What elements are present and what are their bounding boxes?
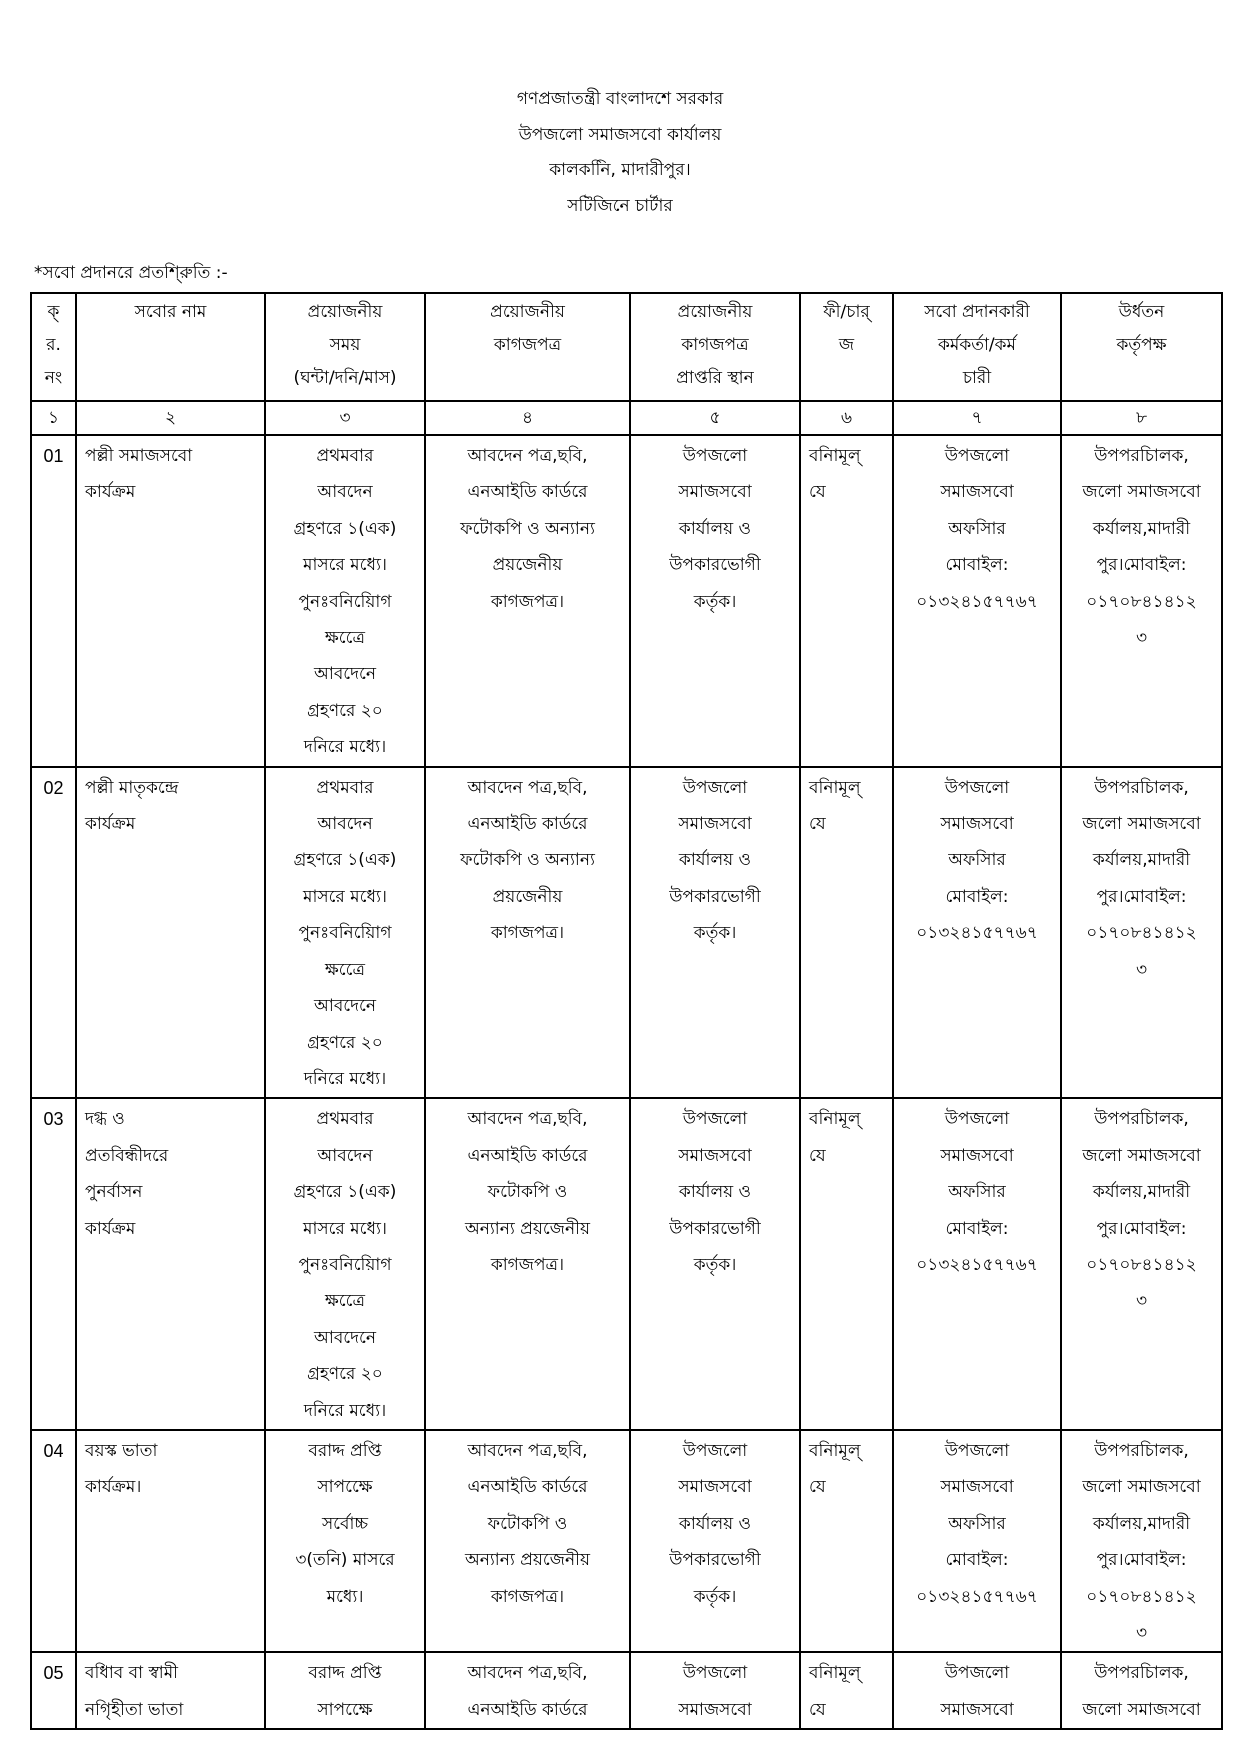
responsible-officer-cell: উপজলো সমাজসবো অফসিার মোবাইল: ০১৩২৪১৫৭৭৬৭ <box>893 1098 1061 1430</box>
required-time-cell: বরাদ্দ প্রপ্তি সাপক্ষেে <box>265 1652 425 1729</box>
fee-cell: বনিামূল্ যে <box>800 1098 893 1430</box>
table-row <box>31 435 1222 767</box>
column-number: ৬ <box>800 401 893 435</box>
column-header: সবো প্রদানকারী কর্মকর্তা/কর্ম চারী <box>893 293 1061 401</box>
required-time-cell: প্রথমবার আবদেন গ্রহণরে ১(এক) মাসরে মধ্যে। পুনঃবনিয়িোগ ক্ষত্রেে আবদেনে গ্রহণরে ২০ দনিরে মধ্যে। <box>265 1098 425 1430</box>
document-source-cell: উপজলো সমাজসবো কার্যালয় ও উপকারভোগী কর্তৃক। <box>630 767 800 1099</box>
govt-title: গণপ্রজাতন্ত্রী বাংলাদশে সরকার <box>516 89 724 109</box>
responsible-officer-cell: উপজলো সমাজসবো অফসিার মোবাইল: ০১৩২৪১৫৭৭৬৭ <box>893 1430 1061 1652</box>
required-time-cell: প্রথমবার আবদেন গ্রহণরে ১(এক) মাসরে মধ্যে। পুনঃবনিয়িোগ ক্ষত্রেে আবদেনে গ্রহণরে ২০ দনিরে মধ্যে। <box>265 767 425 1099</box>
office-location: কালকনিি, মাদারীপুর। <box>549 160 691 180</box>
fee-cell: বনিামূল্ যে <box>800 1652 893 1729</box>
responsible-officer-cell: উপজলো সমাজসবো অফসিার মোবাইল: ০১৩২৪১৫৭৭৬৭ <box>893 767 1061 1099</box>
higher-authority-cell: উপপরচিালক, জলো সমাজসবো কর্যালয়,মাদারী পুর।মোবাইল: ০১৭০৮৪১৪১২ ৩ <box>1061 1430 1222 1652</box>
serial-number-cell: 04 <box>31 1430 76 1652</box>
document-title: সটিজিনে চার্টার <box>567 195 673 216</box>
table-row <box>31 1652 1222 1729</box>
higher-authority-cell: উপপরচিালক, জলো সমাজসবো কর্যালয়,মাদারী পুর।মোবাইল: ০১৭০৮৪১৪১২ ৩ <box>1061 1098 1222 1430</box>
document-source-cell: উপজলো সমাজসবো কার্যালয় ও উপকারভোগী কর্তৃক। <box>630 1430 800 1652</box>
fee-cell: বনিামূল্ যে <box>800 435 893 767</box>
service-name-cell: বয়স্ক ভাতা কার্যক্রম। <box>76 1430 265 1652</box>
fee-cell: বনিামূল্ যে <box>800 1430 893 1652</box>
document-source-cell: উপজলো সমাজসবো কার্যালয় ও উপকারভোগী কর্তৃক। <box>630 1098 800 1430</box>
higher-authority-cell: উপপরচিালক, জলো সমাজসবো কর্যালয়,মাদারী পুর।মোবাইল: ০১৭০৮৪১৪১২ ৩ <box>1061 767 1222 1099</box>
column-number: ৫ <box>630 401 800 435</box>
column-header: প্রয়োজনীয় সময় (ঘন্টা/দনি/মাস) <box>265 293 425 401</box>
document-source-cell: উপজলো সমাজসবো <box>630 1652 800 1729</box>
column-number: ৪ <box>425 401 630 435</box>
column-header: প্রয়োজনীয় কাগজপত্র প্রাপ্তরি স্থান <box>630 293 800 401</box>
citizen-charter-table <box>30 292 1223 1730</box>
serial-number-cell: 03 <box>31 1098 76 1430</box>
service-name-cell: পল্লী মাতৃকন্দ্রে কার্যক্রম <box>76 767 265 1099</box>
responsible-officer-cell: উপজলো সমাজসবো <box>893 1652 1061 1729</box>
office-title: উপজলো সমাজসবো কার্যালয় <box>518 124 722 145</box>
column-header: ক্ র. নং <box>31 293 76 401</box>
required-documents-cell: আবদেন পত্র,ছবি, এনআইডি কার্ডরে <box>425 1652 630 1729</box>
table-row <box>31 1098 1222 1430</box>
responsible-officer-cell: উপজলো সমাজসবো অফসিার মোবাইল: ০১৩২৪১৫৭৭৬৭ <box>893 435 1061 767</box>
required-time-cell: বরাদ্দ প্রপ্তি সাপক্ষেে সর্বোচ্চ ৩(তনি) মাসরে মধ্যে। <box>265 1430 425 1652</box>
required-documents-cell: আবদেন পত্র,ছবি, এনআইডি কার্ডরে ফটোকপি ও অন্যান্য প্রয়জেনীয় কাগজপত্র। <box>425 767 630 1099</box>
document-header <box>0 82 1240 224</box>
service-name-cell: বধিাব বা স্বামী নগিৃহীতা ভাতা <box>76 1652 265 1729</box>
column-number: ১ <box>31 401 76 435</box>
required-time-cell: প্রথমবার আবদেন গ্রহণরে ১(এক) মাসরে মধ্যে। পুনঃবনিয়িোগ ক্ষত্রেে আবদেনে গ্রহণরে ২০ দনিরে মধ্যে। <box>265 435 425 767</box>
column-header: সবোর নাম <box>76 293 265 401</box>
serial-number-cell: 05 <box>31 1652 76 1729</box>
fee-cell: বনিামূল্ যে <box>800 767 893 1099</box>
column-number: ৩ <box>265 401 425 435</box>
serial-number-cell: 01 <box>31 435 76 767</box>
table-header-row <box>31 293 1222 401</box>
column-number: ৭ <box>893 401 1061 435</box>
column-number: ২ <box>76 401 265 435</box>
section-subtitle: *সবো প্রদানরে প্রতশি্রুতি :- <box>34 263 228 283</box>
service-name-cell: দগ্ধ ও প্রতবিন্ধীদরে পুনর্বাসন কার্যক্রম <box>76 1098 265 1430</box>
column-header: উর্ধতন কর্তৃপক্ষ <box>1061 293 1222 401</box>
table-row <box>31 1430 1222 1652</box>
column-header: প্রয়োজনীয় কাগজপত্র <box>425 293 630 401</box>
column-number: ৮ <box>1061 401 1222 435</box>
required-documents-cell: আবদেন পত্র,ছবি, এনআইডি কার্ডরে ফটোকপি ও অন্যান্য প্রয়জেনীয় কাগজপত্র। <box>425 1098 630 1430</box>
required-documents-cell: আবদেন পত্র,ছবি, এনআইডি কার্ডরে ফটোকপি ও অন্যান্য প্রয়জেনীয় কাগজপত্র। <box>425 1430 630 1652</box>
table-row <box>31 767 1222 1099</box>
column-header: ফী/চার্ জ <box>800 293 893 401</box>
higher-authority-cell: উপপরচিালক, জলো সমাজসবো কর্যালয়,মাদারী পুর।মোবাইল: ০১৭০৮৪১৪১২ ৩ <box>1061 435 1222 767</box>
column-number-row <box>31 401 1222 435</box>
serial-number-cell: 02 <box>31 767 76 1099</box>
document-source-cell: উপজলো সমাজসবো কার্যালয় ও উপকারভোগী কর্তৃক। <box>630 435 800 767</box>
service-name-cell: পল্লী সমাজসবো কার্যক্রম <box>76 435 265 767</box>
higher-authority-cell: উপপরচিালক, জলো সমাজসবো <box>1061 1652 1222 1729</box>
required-documents-cell: আবদেন পত্র,ছবি, এনআইডি কার্ডরে ফটোকপি ও অন্যান্য প্রয়জেনীয় কাগজপত্র। <box>425 435 630 767</box>
